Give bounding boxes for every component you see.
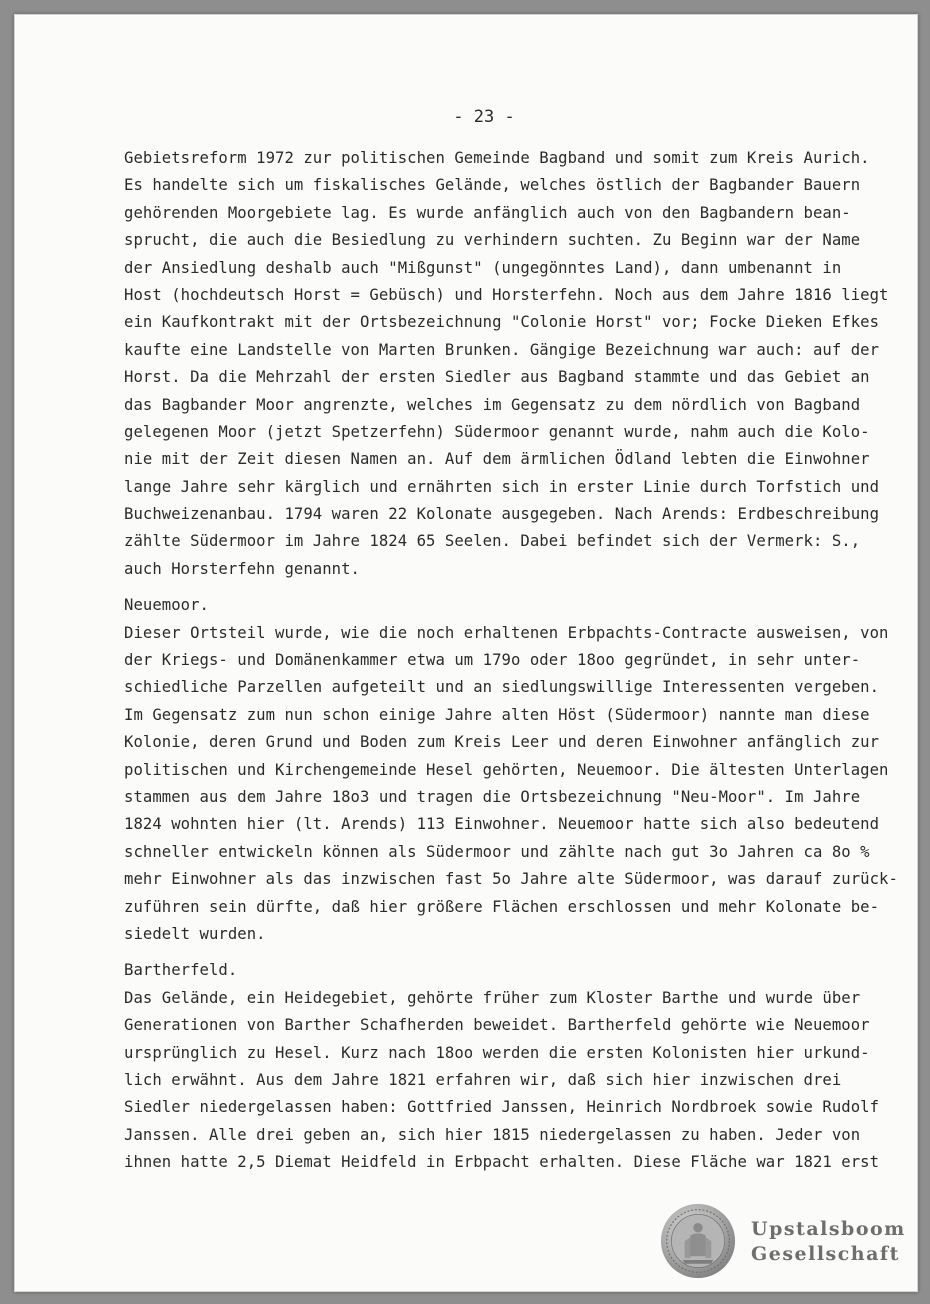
text-line: Buchweizenanbau. 1794 waren 22 Kolonate ausgegeben. Nach Arends: Erdbeschreibung — [124, 505, 880, 524]
text-line: politischen und Kirchengemeinde Hesel gehörten, Neuemoor. Die ältesten Unterlagen — [124, 760, 889, 779]
text-line: lange Jahre sehr kärglich und ernährten sich in erster Linie durch Torfstich und — [124, 477, 880, 496]
text-line: siedelt wurden. — [124, 924, 266, 943]
text-line: Host (hochdeutsch Horst = Gebüsch) und Horsterfehn. Noch aus dem Jahre 1816 liegt — [124, 285, 889, 304]
text-line: mehr Einwohner als das inzwischen fast 5o Jahre alte Südermoor, was darauf zurück- — [124, 870, 898, 889]
text-line: Es handelte sich um fiskalisches Gelände, welches östlich der Bagbander Bauern — [124, 176, 861, 195]
text-line: ihnen hatte 2,5 Diemat Heidfeld in Erbpacht erhalten. Diese Fläche war 1821 erst — [124, 1153, 880, 1172]
text-line: gehörenden Moorgebiete lag. Es wurde anfänglich auch von den Bagbandern bean- — [124, 203, 851, 222]
text-line: Generationen von Barther Schafherden beweidet. Bartherfeld gehörte wie Neuemoor — [124, 1016, 870, 1035]
text-line: kaufte eine Landstelle von Marten Brunken. Gängige Bezeichnung war auch: auf der — [124, 340, 880, 359]
section-title-neuemoor: Neuemoor. — [124, 596, 209, 615]
text-line: zählte Südermoor im Jahre 1824 65 Seelen. Dabei befindet sich der Vermerk: S., — [124, 532, 861, 551]
text-line: nie mit der Zeit diesen Namen an. Auf dem ärmlichen Ödland lebten die Einwohner — [124, 450, 870, 469]
text-line: Das Gelände, ein Heidegebiet, gehörte früher zum Kloster Barthe und wurde über — [124, 988, 861, 1007]
text-line: der Ansiedlung deshalb auch "Mißgunst" (ungegönntes Land), dann umbenannt in — [124, 258, 842, 277]
text-line: Kolonie, deren Grund und Boden zum Kreis Leer und deren Einwohner anfänglich zur — [124, 733, 880, 752]
text-line: stammen aus dem Jahre 18o3 und tragen die Ortsbezeichnung "Neu-Moor". Im Jahre — [124, 787, 861, 806]
text-line: 1824 wohnten hier (lt. Arends) 113 Einwohner. Neuemoor hatte sich also bedeutend — [124, 815, 880, 834]
section-title-bartherfeld: Bartherfeld. — [124, 961, 238, 980]
text-line: Janssen. Alle drei geben an, sich hier 1815 niedergelassen zu haben. Jeder von — [124, 1125, 861, 1144]
text-line: das Bagbander Moor angrenzte, welches im Gegensatz zu dem nördlich von Bagband — [124, 395, 861, 414]
society-logo-text — [751, 1217, 906, 1267]
seal-icon — [660, 1203, 736, 1279]
document-page — [14, 14, 918, 1292]
text-line: ursprünglich zu Hesel. Kurz nach 18oo werden die ersten Kolonisten hier urkund- — [124, 1043, 870, 1062]
text-line: sprucht, die auch die Besiedlung zu verhindern suchten. Zu Beginn war der Name — [124, 231, 861, 250]
text-line: Im Gegensatz zum nun schon einige Jahre alten Höst (Südermoor) nannte man diese — [124, 705, 870, 724]
text-line: Siedler niedergelassen haben: Gottfried Janssen, Heinrich Nordbroek sowie Rudolf — [124, 1098, 880, 1117]
text-line: lich erwähnt. Aus dem Jahre 1821 erfahren wir, daß sich hier inzwischen drei — [124, 1070, 842, 1089]
page-number: - 23 - — [453, 107, 515, 127]
logo-line-2: Gesellschaft — [751, 1243, 900, 1265]
text-line: zuführen sein dürfte, daß hier größere Flächen erschlossen und mehr Kolonate be- — [124, 897, 880, 916]
text-line: Gebietsreform 1972 zur politischen Gemeinde Bagband und somit zum Kreis Aurich. — [124, 149, 870, 167]
text-line: schiedliche Parzellen aufgeteilt und an siedlungswillige Interessenten vergeben. — [124, 678, 880, 697]
text-line: der Kriegs- und Domänenkammer etwa um 179o oder 18oo gegründet, in sehr unter- — [124, 651, 861, 670]
text-line: ein Kaufkontrakt mit der Ortsbezeichnung "Colonie Horst" vor; Focke Dieken Efkes — [124, 313, 880, 332]
paragraph-horsterfehn — [124, 145, 898, 1176]
text-line: schneller entwickeln können als Südermoor und zählte nach gut 3o Jahren ca 8o % — [124, 842, 870, 861]
text-line: Dieser Ortsteil wurde, wie die noch erhaltenen Erbpachts-Contracte ausweisen, von — [124, 623, 889, 642]
logo-line-1: Upstalsboom — [751, 1218, 906, 1240]
text-line: gelegenen Moor (jetzt Spetzerfehn) Südermoor genannt wurde, nahm auch die Kolo- — [124, 422, 870, 441]
text-line: Horst. Da die Mehrzahl der ersten Siedler aus Bagband stammte und das Gebiet an — [124, 368, 870, 387]
text-line: auch Horsterfehn genannt. — [124, 559, 360, 578]
